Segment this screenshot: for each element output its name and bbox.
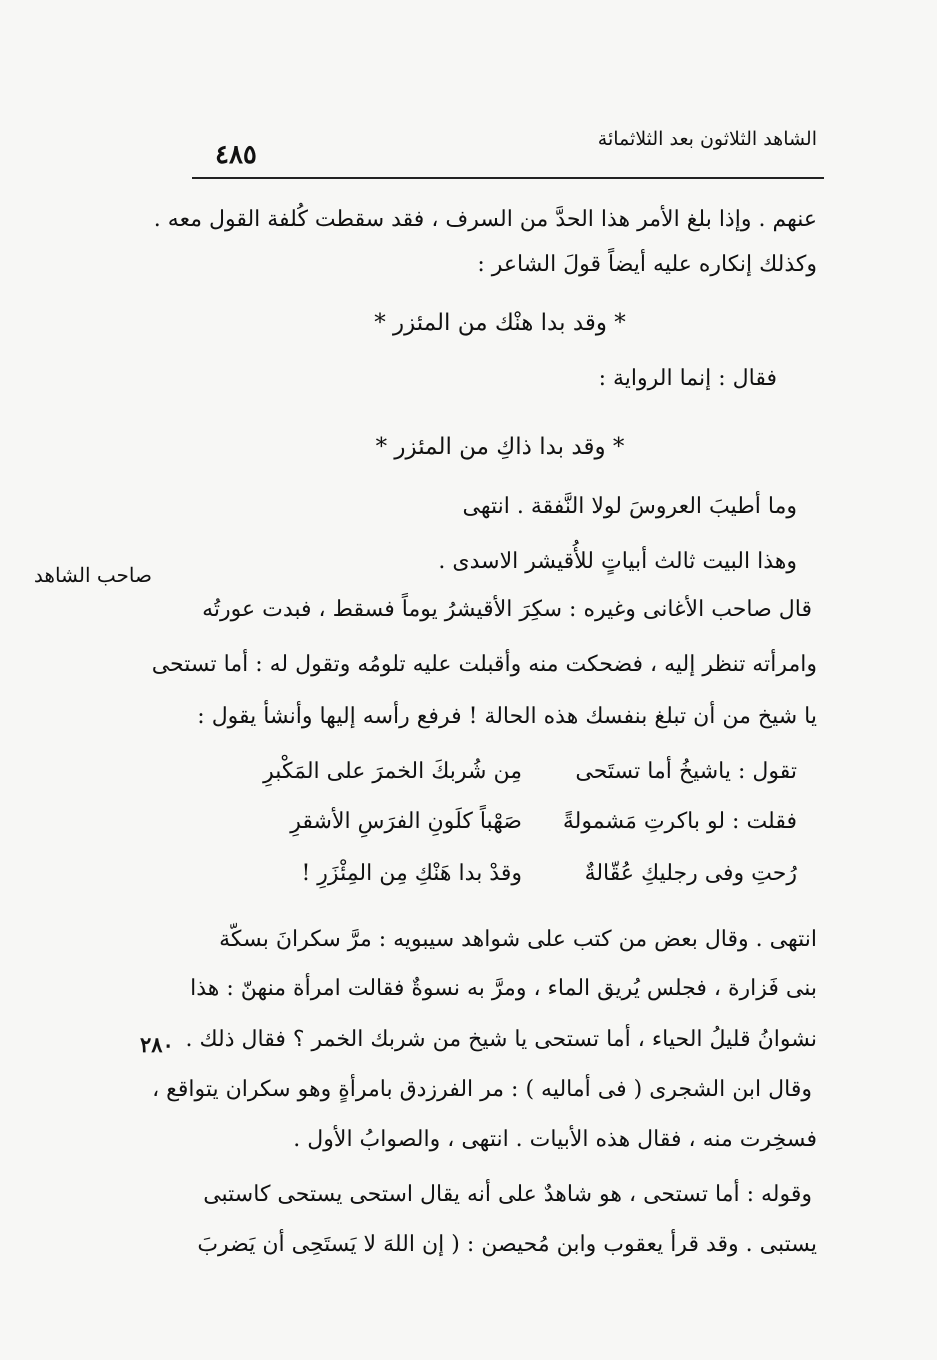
verse-second-hemistich: وقدْ بدا هَنْكِ مِن المِئْزَرِ ! — [301, 861, 522, 886]
text-line: وما أطيبَ العروسَ لولا النَّفقة . انتهى — [462, 494, 797, 519]
text-line: يا شيخ من أن تبلغ بنفسك هذه الحالة ! فرفع رأسه إليها وأنشأ يقول : — [197, 704, 817, 729]
text-line: وقوله : أما تستحى ، هو شاهدٌ على أنه يقال استحى يستحى كاستبى — [203, 1182, 812, 1207]
text-line: وهذا البيت ثالث أبياتٍ للأُقيشر الاسدى . — [438, 549, 797, 574]
running-header: الشاهد الثلاثون بعد الثلاثمائة — [597, 128, 817, 150]
text-line: بنى فَزارة ، فجلس يُريق الماء ، ومرَّ به نسوةٌ فقالت امرأة منهنّ : هذا — [190, 976, 817, 1001]
text-line: عنهم . وإذا بلغ الأمر هذا الحدَّ من السرف ، فقد سقطت كُلفة القول معه . — [153, 207, 817, 232]
margin-note: صاحب الشاهد — [33, 563, 152, 587]
verse-first-hemistich: رُحتِ وفى رجليكِ عُقّالةٌ — [584, 861, 797, 886]
verse-second-hemistich: صَهْباً كلَونِ الفرَسِ الأشقرِ — [290, 809, 522, 834]
verse-first-hemistich: تقول : ياشيخُ أما تستَحى — [575, 759, 797, 784]
text-line: وامرأته تنظر إليه ، فضحكت منه وأقبلت عليه تلومُه وتقول له : أما تستحى — [151, 652, 817, 677]
text-line: وقال ابن الشجرى ( فى أماليه ) : مر الفرزدق بامرأةٍ وهو سكران يتواقع ، — [152, 1077, 812, 1102]
text-line: فقال : إنما الرواية : — [598, 366, 777, 391]
text-line: انتهى . وقال بعض من كتب على شواهد سيبويه : مرَّ سكرانَ بسكّة — [219, 927, 817, 952]
quoted-hemistich: * وقد بدا ذاكِ من المئزر * — [375, 434, 625, 460]
page-number: ٤٨٥ — [215, 140, 257, 170]
text-line: نشوانُ قليلُ الحياء ، أما تستحى يا شيخ من شربك الخمر ؟ فقال ذلك . — [185, 1027, 817, 1052]
verse-first-hemistich: فقلت : لو باكرتِ مَشمولةً — [562, 809, 797, 834]
verse-second-hemistich: مِن شُربكَ الخمرَ على المَكْبرِ — [263, 759, 522, 784]
header-divider — [192, 177, 824, 179]
text-line: وكذلك إنكاره عليه أيضاً قولَ الشاعر : — [477, 252, 817, 277]
margin-page-number: ٢٨٠ — [140, 1032, 174, 1057]
text-line: يستبى . وقد قرأ يعقوب وابن مُحيصن : ( إن اللهَ لا يَستَحِى أن يَضربَ — [197, 1232, 817, 1257]
quoted-hemistich: * وقد بدا هنْك من المئزر * — [374, 310, 626, 336]
text-line: قال صاحب الأغانى وغيره : سكِرَ الأقيشرُ يوماً فسقط ، فبدت عورتُه — [202, 597, 812, 622]
text-line: فسخِرت منه ، فقال هذه الأبيات . انتهى ، والصوابُ الأول . — [293, 1127, 817, 1152]
